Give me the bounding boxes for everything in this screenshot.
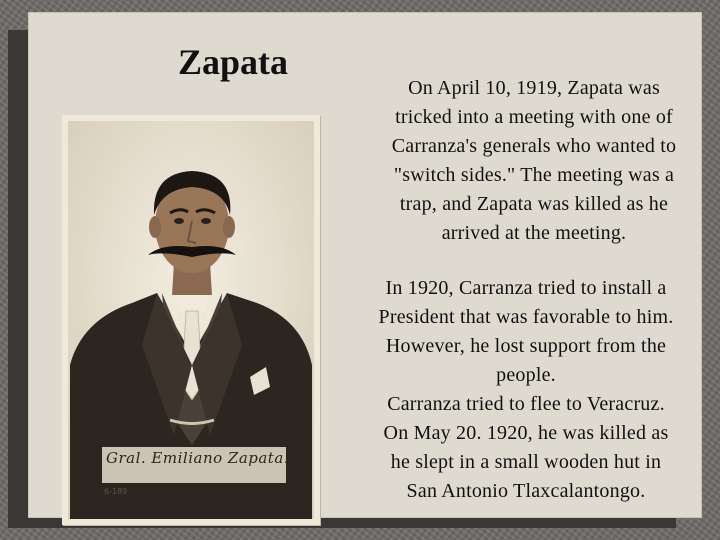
paragraph-assassination — [344, 74, 720, 248]
portrait-code: 6-189 — [104, 487, 128, 496]
paragraph-line: President that was favorable to him. — [378, 306, 674, 328]
paragraph-line: he slept in a small wooden hut in — [390, 451, 662, 473]
paragraph-line: trap, and Zapata was killed as he — [399, 193, 669, 215]
portrait-caption: Gral. Emiliano Zapata. — [106, 449, 290, 467]
paragraph-line: tricked into a meeting with one of — [395, 106, 673, 128]
paragraph-line: In 1920, Carranza tried to install a — [385, 277, 667, 299]
paragraph-line: However, he lost support from the — [385, 335, 667, 357]
paragraph-line: arrived at the meeting. — [441, 222, 627, 244]
slide — [28, 12, 702, 518]
paragraph-line: people. — [496, 364, 556, 386]
paragraph-line: Carranza tried to flee to Veracruz. — [387, 393, 665, 415]
paragraph-line: On April 10, 1919, Zapata was — [408, 77, 660, 99]
paragraph-line: On May 20. 1920, he was killed as — [383, 422, 669, 444]
paragraph-line: San Antonio Tlaxcalantongo. — [406, 480, 646, 502]
paragraph-carranza — [328, 274, 720, 506]
portrait-photo — [62, 115, 320, 525]
paragraph-line: "switch sides." The meeting was a — [393, 164, 675, 186]
slide-title: Zapata — [178, 42, 289, 82]
paragraph-line: Carranza's generals who wanted to — [391, 135, 677, 157]
